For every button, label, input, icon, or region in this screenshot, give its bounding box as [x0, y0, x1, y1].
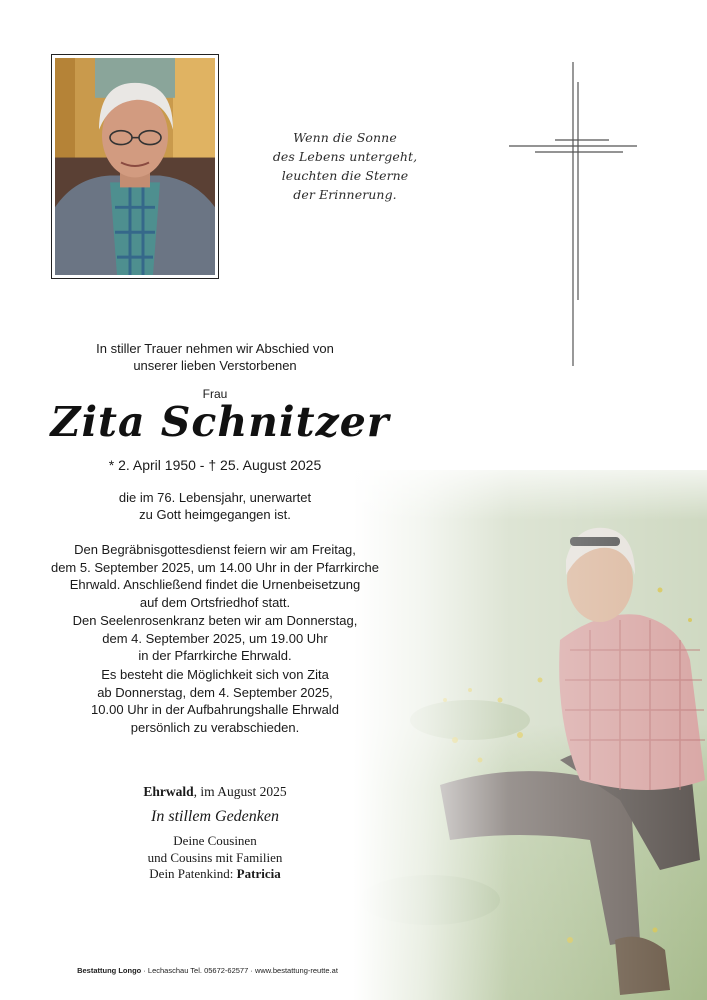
cross-icon — [505, 60, 645, 370]
funeral-home-contact: · Lechaschau Tel. 05672-62577 · www.bestattung-reutte.at — [141, 966, 338, 975]
godchild-name: Patricia — [236, 866, 281, 881]
salutation: Frau — [202, 387, 228, 401]
date-text: , im August 2025 — [193, 784, 287, 799]
deceased-portrait-photo — [51, 54, 219, 279]
quote-line: Wenn die Sonne — [293, 130, 397, 145]
rosary-line: Den Seelenrosenkranz beten wir am Donnerstag, — [72, 613, 358, 628]
deceased-name: Zita Schnitzer — [50, 398, 390, 446]
farewell-line: persönlich zu verabschieden. — [130, 719, 300, 735]
remembrance-heading: In stillem Gedenken — [151, 808, 279, 825]
funeral-home-name: Bestattung Longo — [77, 966, 142, 975]
funeral-line: dem 5. September 2025, um 14.00 Uhr in der Pfarrkirche — [50, 559, 380, 575]
place-name: Ehrwald — [143, 784, 194, 799]
rosary-text — [35, 612, 395, 665]
age-line: zu Gott heimgegangen ist. — [139, 507, 291, 522]
quote-line: leuchten die Sterne — [281, 168, 409, 183]
funeral-line: Den Begräbnisgottesdienst feiern wir am Freitag, — [74, 542, 356, 557]
quote-line: des Lebens untergeht, — [272, 149, 418, 164]
mourners-line: und Cousins mit Familien — [147, 849, 283, 865]
godchild-label: Dein Patenkind: — [149, 866, 237, 881]
life-dates: * 2. April 1950 - † 25. August 2025 — [108, 457, 322, 473]
farewell-text — [35, 666, 395, 736]
farewell-line: Es besteht die Möglichkeit sich von Zita — [101, 667, 329, 682]
rosary-line: dem 4. September 2025, um 19.00 Uhr — [102, 630, 328, 646]
intro-line: In stiller Trauer nehmen wir Abschied von — [96, 341, 334, 356]
age-text — [35, 489, 395, 523]
place-and-date — [90, 784, 340, 800]
intro-line: unserer lieben Verstorbenen — [133, 358, 297, 373]
funeral-service-text — [35, 541, 395, 611]
rosary-line: in der Pfarrkirche Ehrwald. — [138, 648, 292, 663]
quote-line: der Erinnerung. — [293, 187, 397, 202]
mourners-list — [90, 833, 340, 883]
mourners-line — [90, 866, 340, 883]
farewell-line: ab Donnerstag, dem 4. September 2025, — [97, 684, 333, 700]
age-line: die im 76. Lebensjahr, unerwartet — [118, 490, 312, 505]
funeral-home-footer — [0, 966, 415, 975]
farewell-line: 10.00 Uhr in der Aufbahrungshalle Ehrwald — [91, 702, 339, 717]
memorial-quote — [255, 128, 435, 204]
intro-text — [35, 340, 395, 374]
funeral-line: Ehrwald. Anschließend findet die Urnenbeisetzung — [69, 577, 361, 592]
funeral-line: auf dem Ortsfriedhof statt. — [139, 594, 291, 610]
mourners-line: Deine Cousinen — [173, 833, 257, 848]
